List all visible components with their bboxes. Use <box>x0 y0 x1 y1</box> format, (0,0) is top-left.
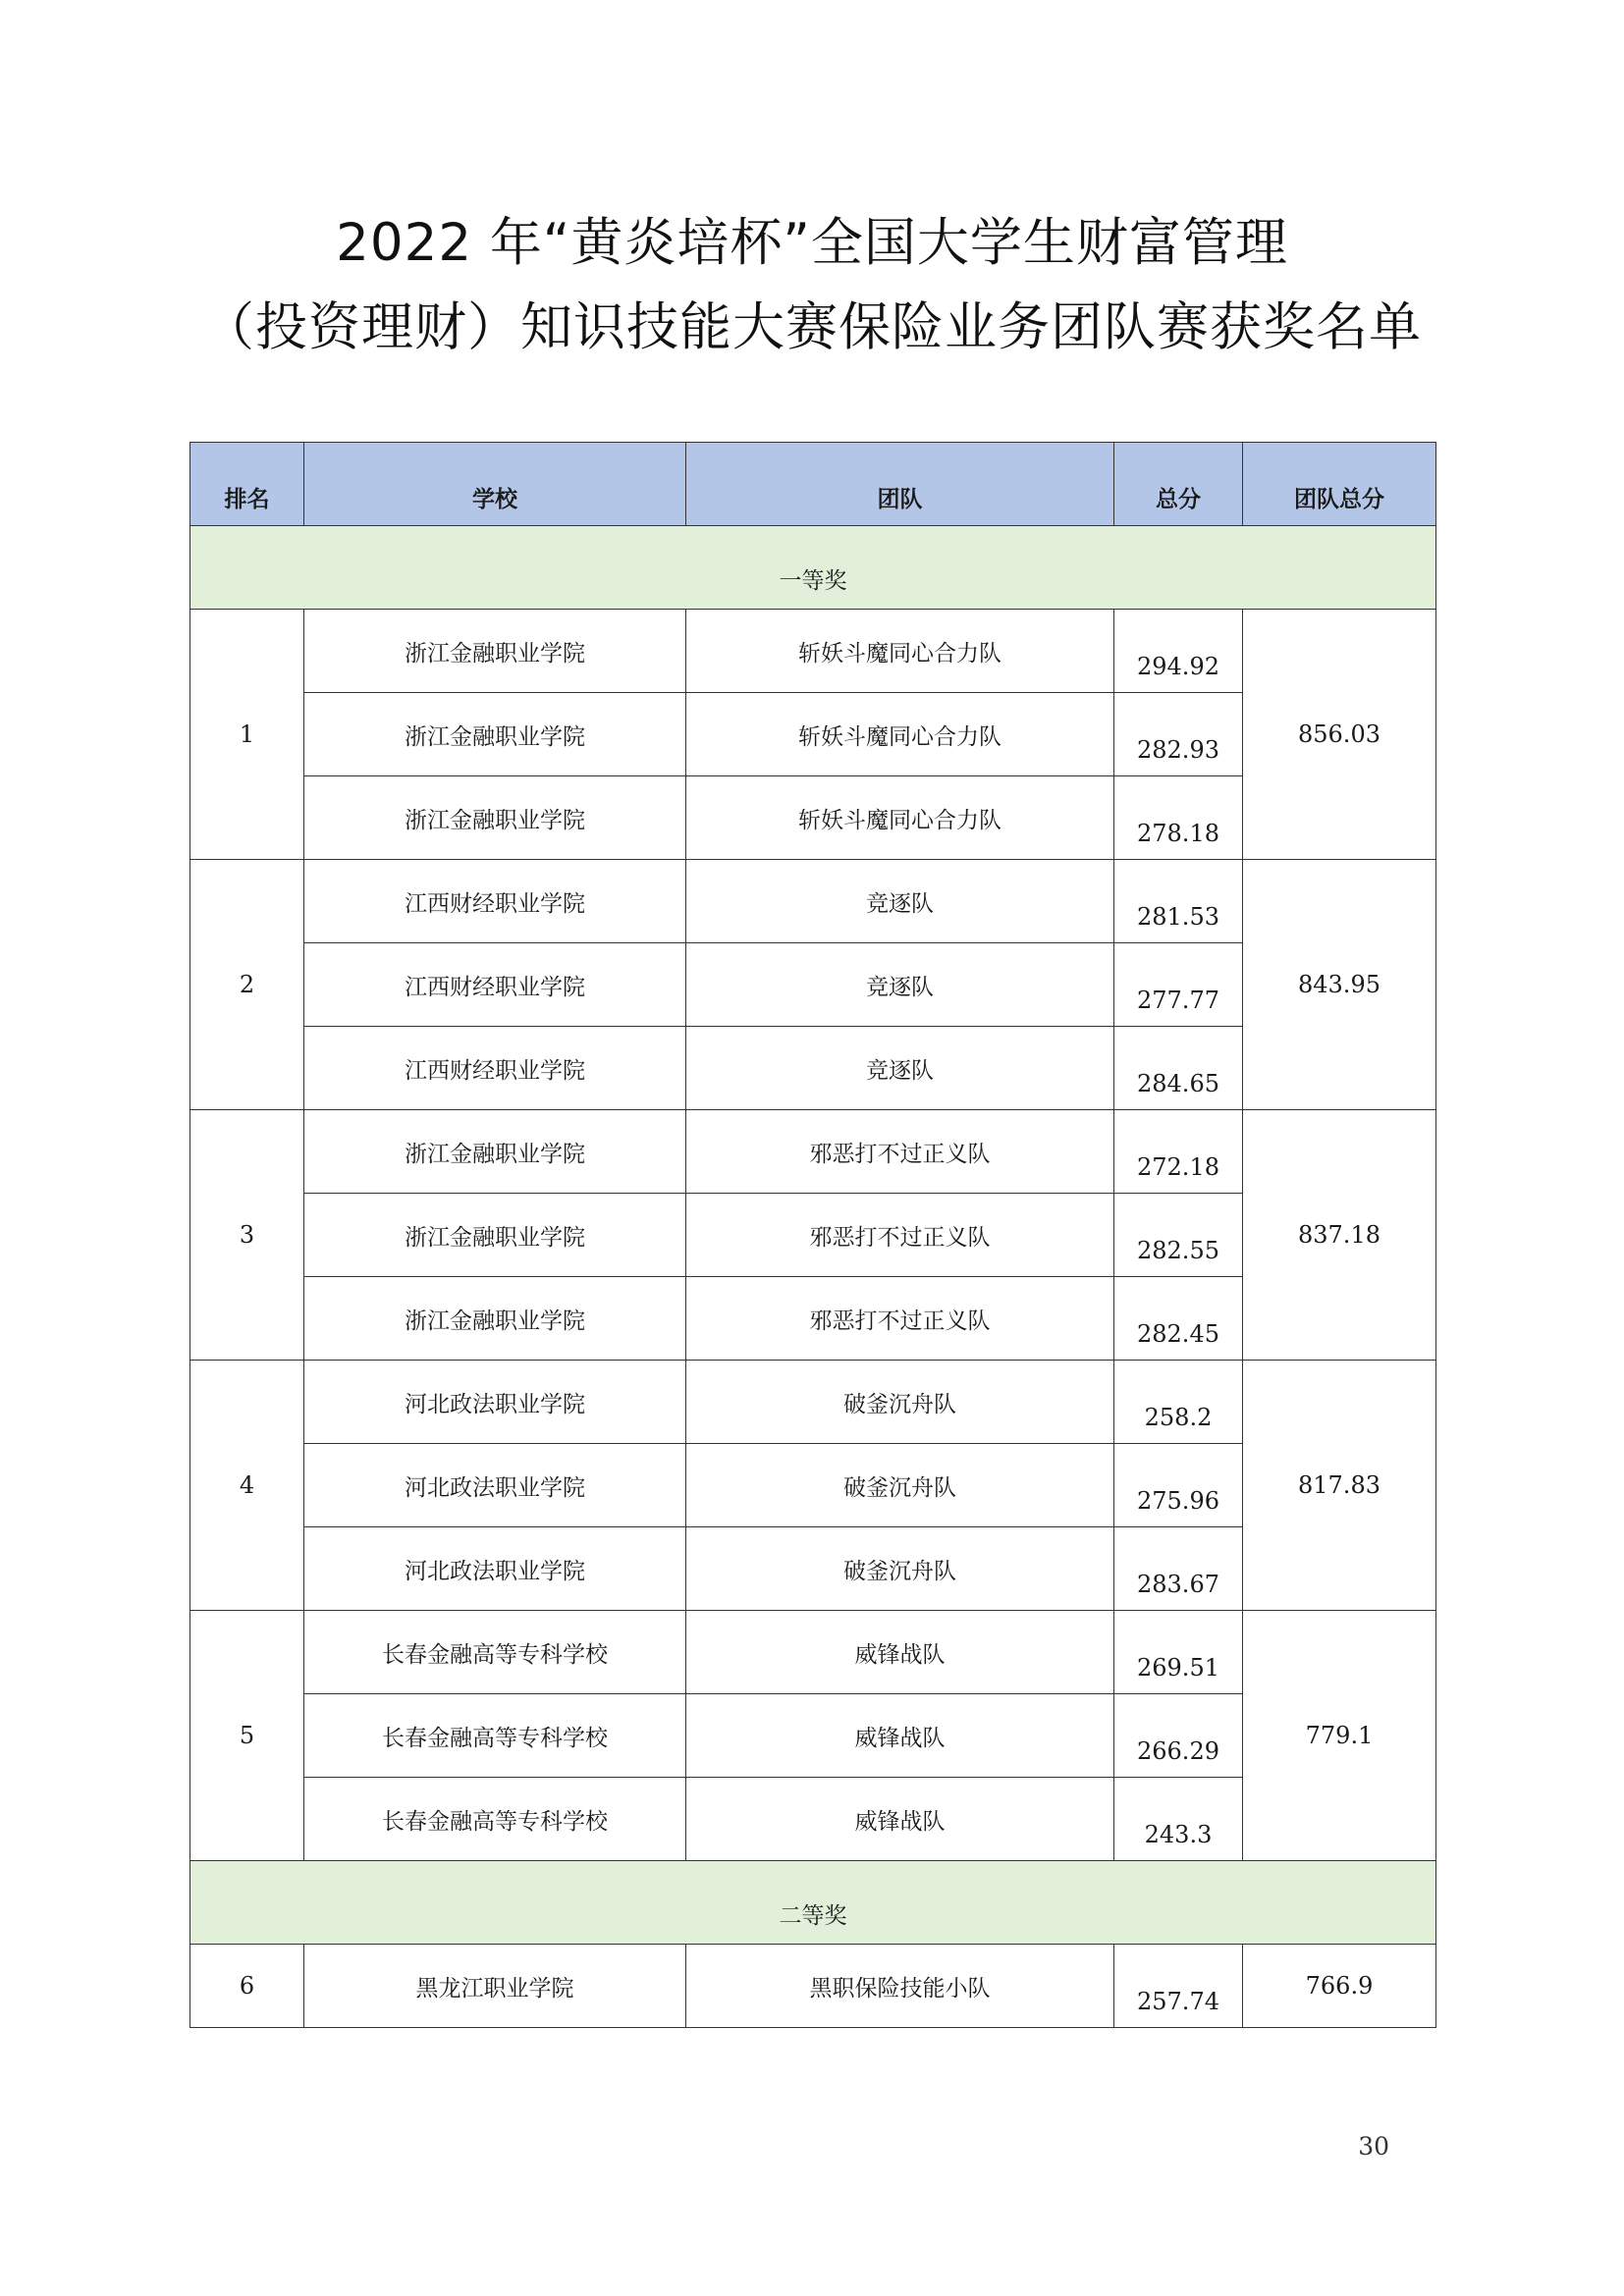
table-row <box>190 1361 1436 1444</box>
school-cell: 河北政法职业学院 <box>304 1527 686 1611</box>
team-cell: 斩妖斗魔同心合力队 <box>686 776 1114 860</box>
school-cell: 浙江金融职业学院 <box>304 776 686 860</box>
header-rank: 排名 <box>190 443 304 526</box>
school-cell: 江西财经职业学院 <box>304 943 686 1027</box>
score-cell: 243.3 <box>1114 1778 1243 1861</box>
table-row <box>190 1110 1436 1194</box>
school-cell: 长春金融高等专科学校 <box>304 1778 686 1861</box>
score-cell: 284.65 <box>1114 1027 1243 1110</box>
score-cell: 282.45 <box>1114 1277 1243 1361</box>
score-cell: 294.92 <box>1114 610 1243 693</box>
score-cell: 282.55 <box>1114 1194 1243 1277</box>
school-cell: 浙江金融职业学院 <box>304 1194 686 1277</box>
team-total-cell: 837.18 <box>1243 1110 1436 1361</box>
team-cell: 威锋战队 <box>686 1694 1114 1778</box>
score-cell: 272.18 <box>1114 1110 1243 1194</box>
team-cell: 破釜沉舟队 <box>686 1361 1114 1444</box>
team-cell: 竞逐队 <box>686 860 1114 943</box>
team-cell: 破釜沉舟队 <box>686 1527 1114 1611</box>
score-cell: 269.51 <box>1114 1611 1243 1694</box>
section-row-first-prize <box>190 526 1436 610</box>
score-cell: 275.96 <box>1114 1444 1243 1527</box>
school-cell: 长春金融高等专科学校 <box>304 1694 686 1778</box>
section-row-second-prize <box>190 1861 1436 1945</box>
score-cell: 257.74 <box>1114 1945 1243 2028</box>
awards-table <box>189 442 1436 2028</box>
team-total-cell: 817.83 <box>1243 1361 1436 1611</box>
header-team: 团队 <box>686 443 1114 526</box>
team-cell: 斩妖斗魔同心合力队 <box>686 693 1114 776</box>
header-school: 学校 <box>304 443 686 526</box>
school-cell: 河北政法职业学院 <box>304 1444 686 1527</box>
school-cell: 江西财经职业学院 <box>304 860 686 943</box>
score-cell: 282.93 <box>1114 693 1243 776</box>
school-cell: 河北政法职业学院 <box>304 1361 686 1444</box>
page-title-line-2: （投资理财）知识技能大赛保险业务团队赛获奖名单 <box>202 297 1422 357</box>
team-cell: 黑职保险技能小队 <box>686 1945 1114 2028</box>
school-cell: 黑龙江职业学院 <box>304 1945 686 2028</box>
score-cell: 281.53 <box>1114 860 1243 943</box>
team-cell: 威锋战队 <box>686 1611 1114 1694</box>
school-cell: 浙江金融职业学院 <box>304 1110 686 1194</box>
table-row <box>190 1611 1436 1694</box>
table-header-row <box>190 443 1436 526</box>
page-title-line-1: 2022 年“黄炎培杯”全国大学生财富管理 <box>336 213 1288 273</box>
rank-cell: 3 <box>190 1110 304 1361</box>
header-score: 总分 <box>1114 443 1243 526</box>
score-cell: 258.2 <box>1114 1361 1243 1444</box>
team-cell: 邪恶打不过正义队 <box>686 1110 1114 1194</box>
table-row <box>190 1945 1436 2028</box>
section-label: 二等奖 <box>190 1861 1436 1945</box>
score-cell: 283.67 <box>1114 1527 1243 1611</box>
school-cell: 长春金融高等专科学校 <box>304 1611 686 1694</box>
score-cell: 278.18 <box>1114 776 1243 860</box>
team-total-cell: 856.03 <box>1243 610 1436 860</box>
team-cell: 威锋战队 <box>686 1778 1114 1861</box>
score-cell: 277.77 <box>1114 943 1243 1027</box>
section-label: 一等奖 <box>190 526 1436 610</box>
rank-cell: 4 <box>190 1361 304 1611</box>
table-row <box>190 610 1436 693</box>
rank-cell: 2 <box>190 860 304 1110</box>
team-total-cell: 766.9 <box>1243 1945 1436 2028</box>
team-cell: 斩妖斗魔同心合力队 <box>686 610 1114 693</box>
team-cell: 竞逐队 <box>686 1027 1114 1110</box>
school-cell: 浙江金融职业学院 <box>304 610 686 693</box>
team-total-cell: 843.95 <box>1243 860 1436 1110</box>
rank-cell: 1 <box>190 610 304 860</box>
rank-cell: 5 <box>190 1611 304 1861</box>
school-cell: 浙江金融职业学院 <box>304 1277 686 1361</box>
school-cell: 浙江金融职业学院 <box>304 693 686 776</box>
team-cell: 竞逐队 <box>686 943 1114 1027</box>
team-cell: 破釜沉舟队 <box>686 1444 1114 1527</box>
score-cell: 266.29 <box>1114 1694 1243 1778</box>
table-row <box>190 860 1436 943</box>
page-number: 30 <box>1358 2132 1389 2161</box>
team-cell: 邪恶打不过正义队 <box>686 1277 1114 1361</box>
team-cell: 邪恶打不过正义队 <box>686 1194 1114 1277</box>
school-cell: 江西财经职业学院 <box>304 1027 686 1110</box>
rank-cell: 6 <box>190 1945 304 2028</box>
team-total-cell: 779.1 <box>1243 1611 1436 1861</box>
header-team-total: 团队总分 <box>1243 443 1436 526</box>
